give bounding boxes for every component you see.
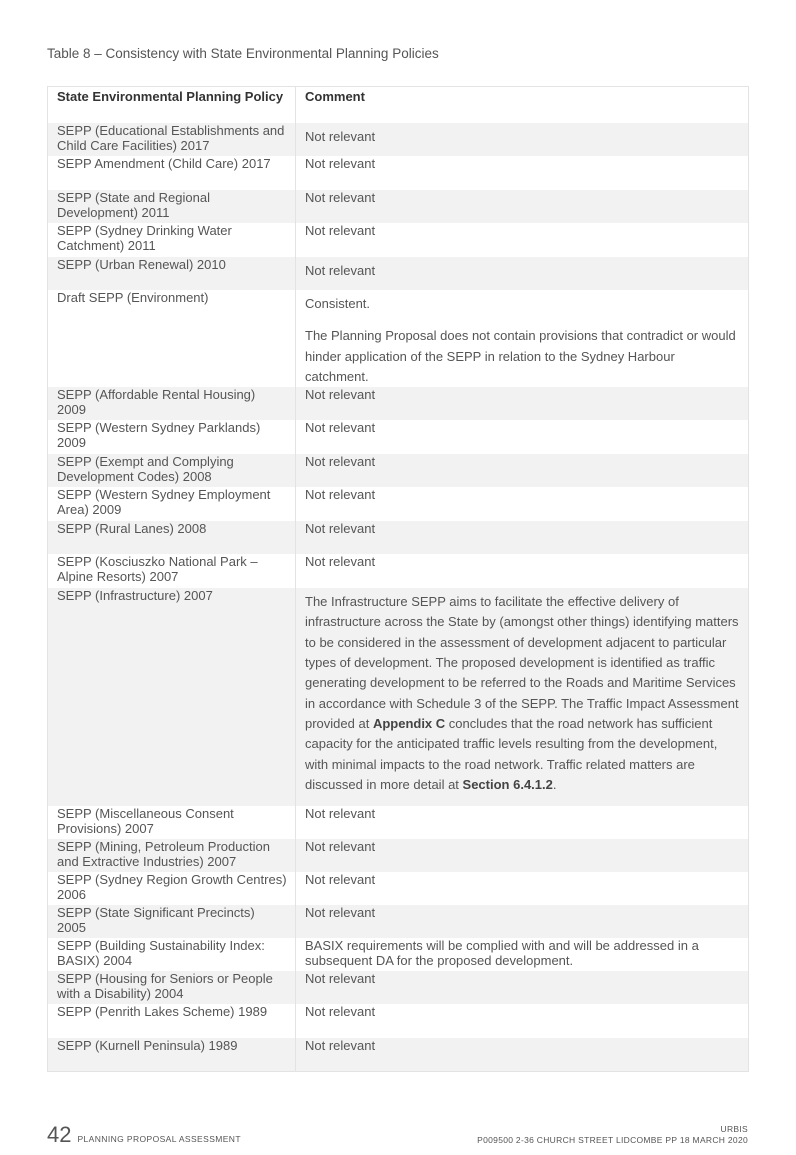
table-row	[48, 290, 749, 387]
column-header-comment: Comment	[296, 87, 749, 124]
policy-cell: SEPP (Exempt and Complying Development Codes) 2008	[48, 454, 296, 487]
table-caption: Table 8 – Consistency with State Environmental Planning Policies	[47, 46, 439, 61]
table-row	[48, 387, 749, 420]
comment-cell: Not relevant	[296, 223, 749, 257]
table-row	[48, 971, 749, 1004]
page-number: 42	[47, 1122, 72, 1147]
policy-cell: SEPP (Educational Establishments and Child Care Facilities) 2017	[48, 123, 296, 156]
table-row	[48, 257, 749, 290]
comment-cell: Not relevant	[296, 190, 749, 223]
table-row	[48, 454, 749, 487]
comment-cell: Not relevant	[296, 872, 749, 905]
comment-cell: Not relevant	[296, 521, 749, 554]
policy-cell: SEPP (Penrith Lakes Scheme) 1989	[48, 1004, 296, 1038]
table-row	[48, 938, 749, 971]
policy-cell: SEPP (Housing for Seniors or People with a Disability) 2004	[48, 971, 296, 1004]
sepp-consistency-table	[47, 86, 749, 1072]
table-row	[48, 1004, 749, 1038]
comment-cell	[296, 290, 749, 387]
policy-cell: SEPP (Miscellaneous Consent Provisions) 2007	[48, 806, 296, 839]
comment-cell: Not relevant	[296, 387, 749, 420]
policy-cell: SEPP (Kurnell Peninsula) 1989	[48, 1038, 296, 1071]
comment-cell: Not relevant	[296, 839, 749, 872]
comment-cell: Not relevant	[296, 806, 749, 839]
comment-paragraph	[305, 592, 740, 795]
policy-cell: SEPP (Urban Renewal) 2010	[48, 257, 296, 290]
comment-cell: Not relevant	[296, 420, 749, 454]
comment-cell: Not relevant	[296, 971, 749, 1004]
table-row	[48, 223, 749, 257]
comment-cell: Not relevant	[296, 123, 749, 156]
company-name: URBIS	[720, 1124, 748, 1134]
comment-paragraph: The Planning Proposal does not contain provisions that contradict or would hinder application of the SEPP in relation to the Sydney Harbour catchment.	[305, 328, 736, 384]
comment-cell: Not relevant	[296, 905, 749, 938]
document-reference: P009500 2-36 CHURCH STREET LIDCOMBE PP 18 MARCH 2020	[477, 1135, 748, 1145]
comment-cell: Not relevant	[296, 1004, 749, 1038]
comment-cell	[296, 588, 749, 806]
comment-paragraph: Consistent.	[305, 296, 371, 311]
policy-cell: SEPP (Kosciuszko National Park – Alpine Resorts) 2007	[48, 554, 296, 588]
table-row	[48, 190, 749, 223]
comment-text: The Infrastructure SEPP aims to facilitate the effective delivery of infrastructure across the State by (amongst other things) identifying matters to be considered in the assessment of development adjacent to particular types of development. The proposed development is identified as traffic generating development to be referred to the Roads and Maritime Services in accordance with Schedule 3 of the SEPP. The Traffic Impact Assessment provided at	[305, 594, 739, 731]
policy-cell: SEPP (Sydney Drinking Water Catchment) 2011	[48, 223, 296, 257]
policy-cell: SEPP (Rural Lanes) 2008	[48, 521, 296, 554]
comment-cell: Not relevant	[296, 487, 749, 521]
table-row	[48, 839, 749, 872]
comment-cell: Not relevant	[296, 1038, 749, 1071]
policy-cell: SEPP (State and Regional Development) 2011	[48, 190, 296, 223]
section-reference: Section 6.4.1.2	[462, 776, 553, 792]
table-row	[48, 554, 749, 588]
table-row	[48, 872, 749, 905]
page-footer-left	[47, 1122, 241, 1148]
table-row	[48, 806, 749, 839]
policy-cell: SEPP Amendment (Child Care) 2017	[48, 156, 296, 190]
table-row	[48, 487, 749, 521]
table-row	[48, 1038, 749, 1071]
table-row	[48, 588, 749, 806]
policy-cell: SEPP (Building Sustainability Index: BASIX) 2004	[48, 938, 296, 971]
comment-text: concludes that the road network has sufficient capacity for the anticipated traffic levels resulting from the development, with minimal impacts to the road network. Traffic related matters are discussed in more detail at	[305, 715, 718, 792]
appendix-reference: Appendix C	[372, 715, 446, 731]
table-row	[48, 420, 749, 454]
policy-cell: SEPP (Mining, Petroleum Production and Extractive Industries) 2007	[48, 839, 296, 872]
comment-cell: Not relevant	[296, 257, 749, 290]
comment-text: .	[552, 776, 557, 792]
document-title: PLANNING PROPOSAL ASSESSMENT	[77, 1134, 241, 1144]
comment-cell: Not relevant	[296, 454, 749, 487]
policy-cell: SEPP (Western Sydney Parklands) 2009	[48, 420, 296, 454]
policy-cell: SEPP (Western Sydney Employment Area) 2009	[48, 487, 296, 521]
comment-cell: BASIX requirements will be complied with and will be addressed in a subsequent DA for the proposed development.	[296, 938, 749, 971]
table-header-row	[48, 87, 749, 124]
policy-cell: SEPP (Affordable Rental Housing) 2009	[48, 387, 296, 420]
policy-cell: SEPP (State Significant Precincts) 2005	[48, 905, 296, 938]
table-row	[48, 123, 749, 156]
policy-cell: Draft SEPP (Environment)	[48, 290, 296, 387]
comment-cell: Not relevant	[296, 156, 749, 190]
policy-cell: SEPP (Sydney Region Growth Centres) 2006	[48, 872, 296, 905]
table-row	[48, 905, 749, 938]
column-header-policy: State Environmental Planning Policy	[48, 87, 296, 124]
policy-cell: SEPP (Infrastructure) 2007	[48, 588, 296, 806]
page-footer-right	[477, 1124, 748, 1146]
comment-cell: Not relevant	[296, 554, 749, 588]
table-row	[48, 521, 749, 554]
table-row	[48, 156, 749, 190]
